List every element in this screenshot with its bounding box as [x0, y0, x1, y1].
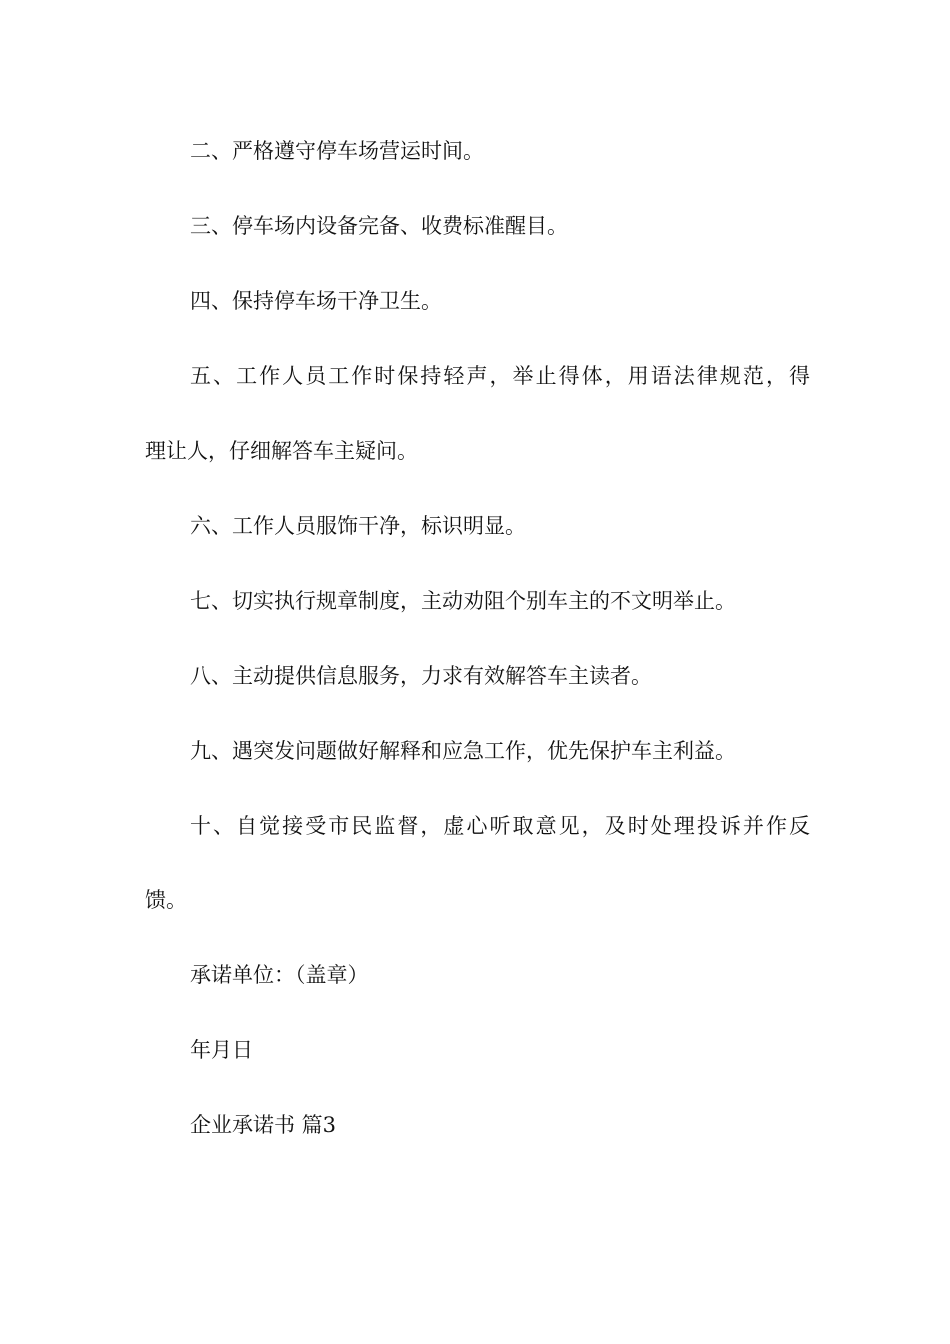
promising-unit-label: 承诺单位：（盖章）	[190, 963, 369, 987]
paragraph-item-6: 六、工作人员服饰干净，标识明显。	[190, 514, 526, 538]
paragraph-item-4: 四、保持停车场干净卫生。	[190, 289, 442, 313]
paragraph-item-5-line-2: 理让人，仔细解答车主疑问。	[145, 439, 418, 463]
paragraph-item-10-line-2: 馈。	[145, 888, 187, 912]
paragraph-item-5-line-1: 五、工作人员工作时保持轻声，举止得体，用语法律规范，得	[190, 364, 810, 388]
paragraph-item-7: 七、切实执行规章制度，主动劝阻个别车主的不文明举止。	[190, 589, 736, 613]
paragraph-item-9: 九、遇突发问题做好解释和应急工作，优先保护车主利益。	[190, 739, 736, 763]
paragraph-item-3: 三、停车场内设备完备、收费标准醒目。	[190, 214, 568, 238]
date-line: 年月日	[190, 1038, 253, 1062]
paragraph-item-8: 八、主动提供信息服务，力求有效解答车主读者。	[190, 664, 652, 688]
paragraph-item-10-line-1: 十、自觉接受市民监督，虚心听取意见，及时处理投诉并作反	[190, 814, 810, 838]
paragraph-item-2: 二、严格遵守停车场营运时间。	[190, 139, 484, 163]
section-title: 企业承诺书 篇3	[190, 1113, 337, 1137]
